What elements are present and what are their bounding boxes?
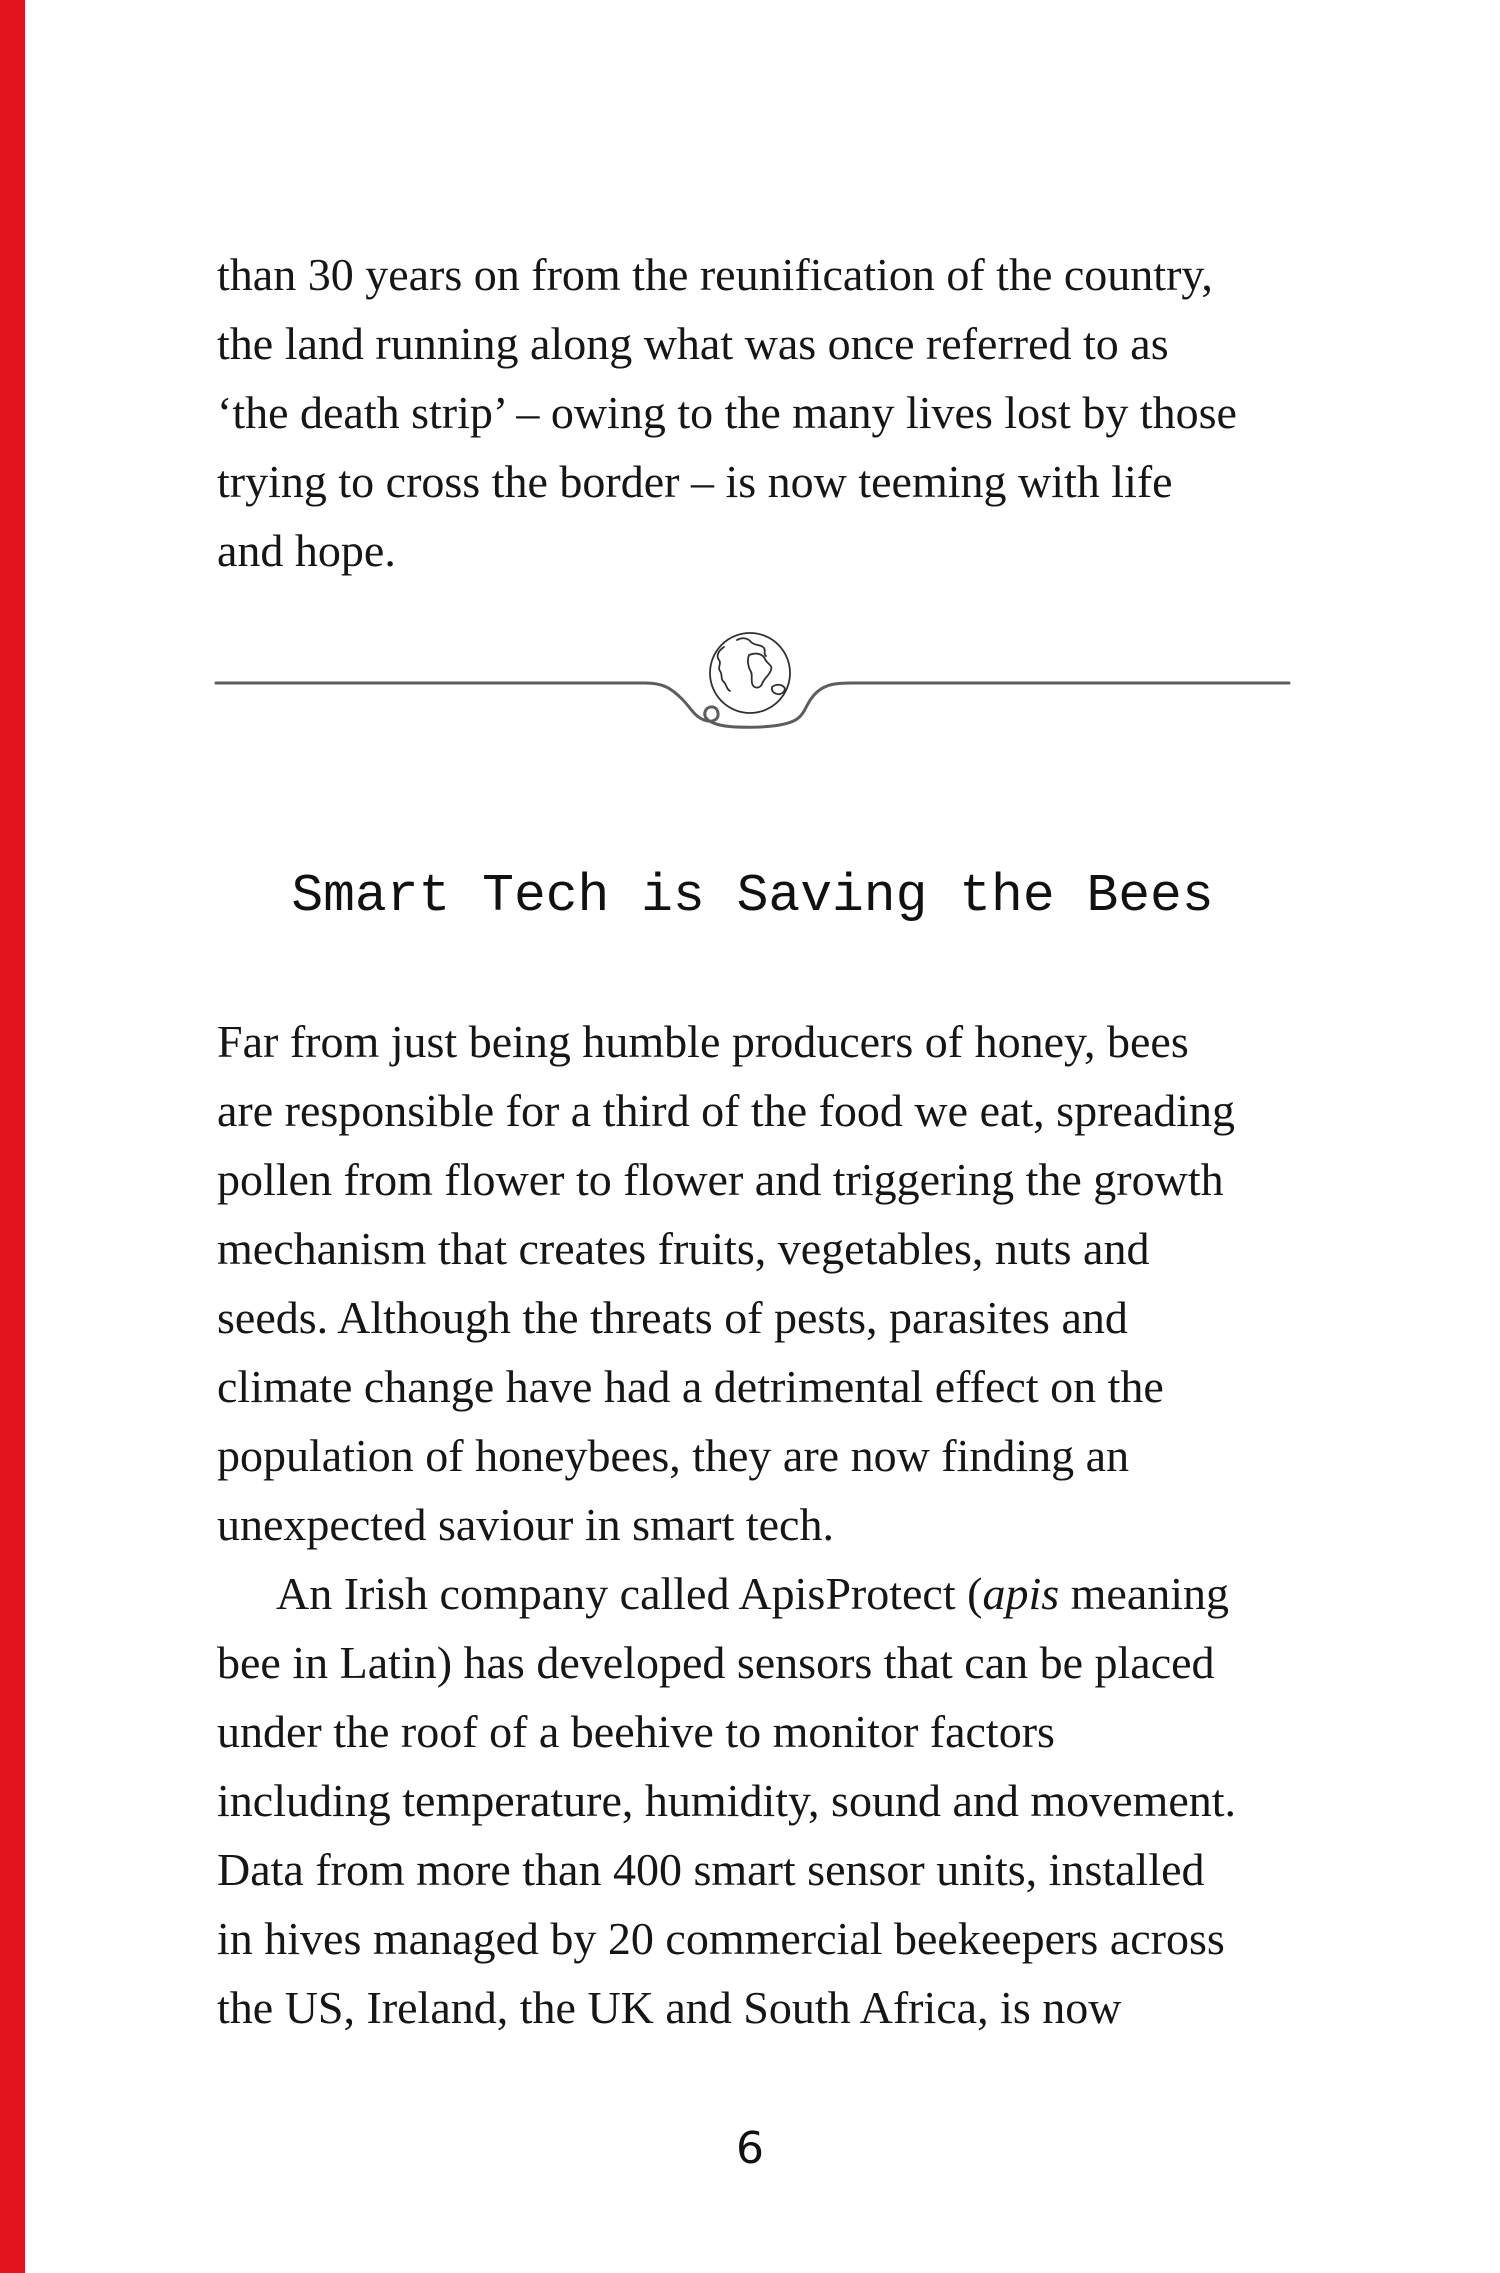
globe-icon — [710, 633, 790, 713]
text-line: Far from just being humble producers of honey, bees — [217, 1016, 1189, 1067]
text-line: ‘the death strip’ – owing to the many lives lost by those — [217, 387, 1237, 438]
text-line: Data from more than 400 smart sensor units, installed — [217, 1844, 1205, 1895]
text-line: climate change have had a detrimental effect on the — [217, 1361, 1164, 1412]
text-line: under the roof of a beehive to monitor factors — [217, 1706, 1055, 1757]
text-line — [217, 1559, 1307, 1628]
apis-line-prefix: An Irish company called ApisProtect ( — [276, 1568, 983, 1619]
apis-line-suffix: meaning — [1059, 1568, 1230, 1619]
text-line: unexpected saviour in smart tech. — [217, 1499, 834, 1550]
page-number: 6 — [736, 2123, 764, 2174]
text-line: seeds. Although the threats of pests, parasites and — [217, 1292, 1128, 1343]
text-line: bee in Latin) has developed sensors that can be placed — [217, 1637, 1215, 1688]
intro-paragraph — [217, 240, 1307, 585]
section-divider — [0, 595, 1500, 765]
text-line: mechanism that creates fruits, vegetables, nuts and — [217, 1223, 1150, 1274]
text-line: including temperature, humidity, sound and movement. — [217, 1775, 1237, 1826]
section-heading: Smart Tech is Saving the Bees — [291, 866, 1214, 926]
text-line: pollen from flower to flower and triggering the growth — [217, 1154, 1224, 1205]
globe-continent-americas — [718, 647, 730, 691]
text-line: the US, Ireland, the UK and South Africa, is now — [217, 1982, 1122, 2033]
body-paragraphs — [217, 1007, 1307, 2042]
text-line: in hives managed by 20 commercial beekeepers across — [217, 1913, 1225, 1964]
globe-continent-australia — [772, 685, 785, 694]
text-line: trying to cross the border – is now teeming with life — [217, 456, 1173, 507]
text-line: and hope. — [217, 525, 396, 576]
left-edge-stripe — [0, 0, 25, 2273]
text-line: are responsible for a third of the food we eat, spreading — [217, 1085, 1236, 1136]
text-line: than 30 years on from the reunification of the country, — [217, 249, 1213, 300]
latin-term-italic: apis — [982, 1568, 1060, 1619]
globe-outline — [710, 633, 790, 713]
divider-rule — [216, 683, 1289, 727]
text-line: the land running along what was once referred to as — [217, 318, 1169, 369]
text-line: population of honeybees, they are now finding an — [217, 1430, 1130, 1481]
globe-continent-africa — [748, 654, 771, 688]
